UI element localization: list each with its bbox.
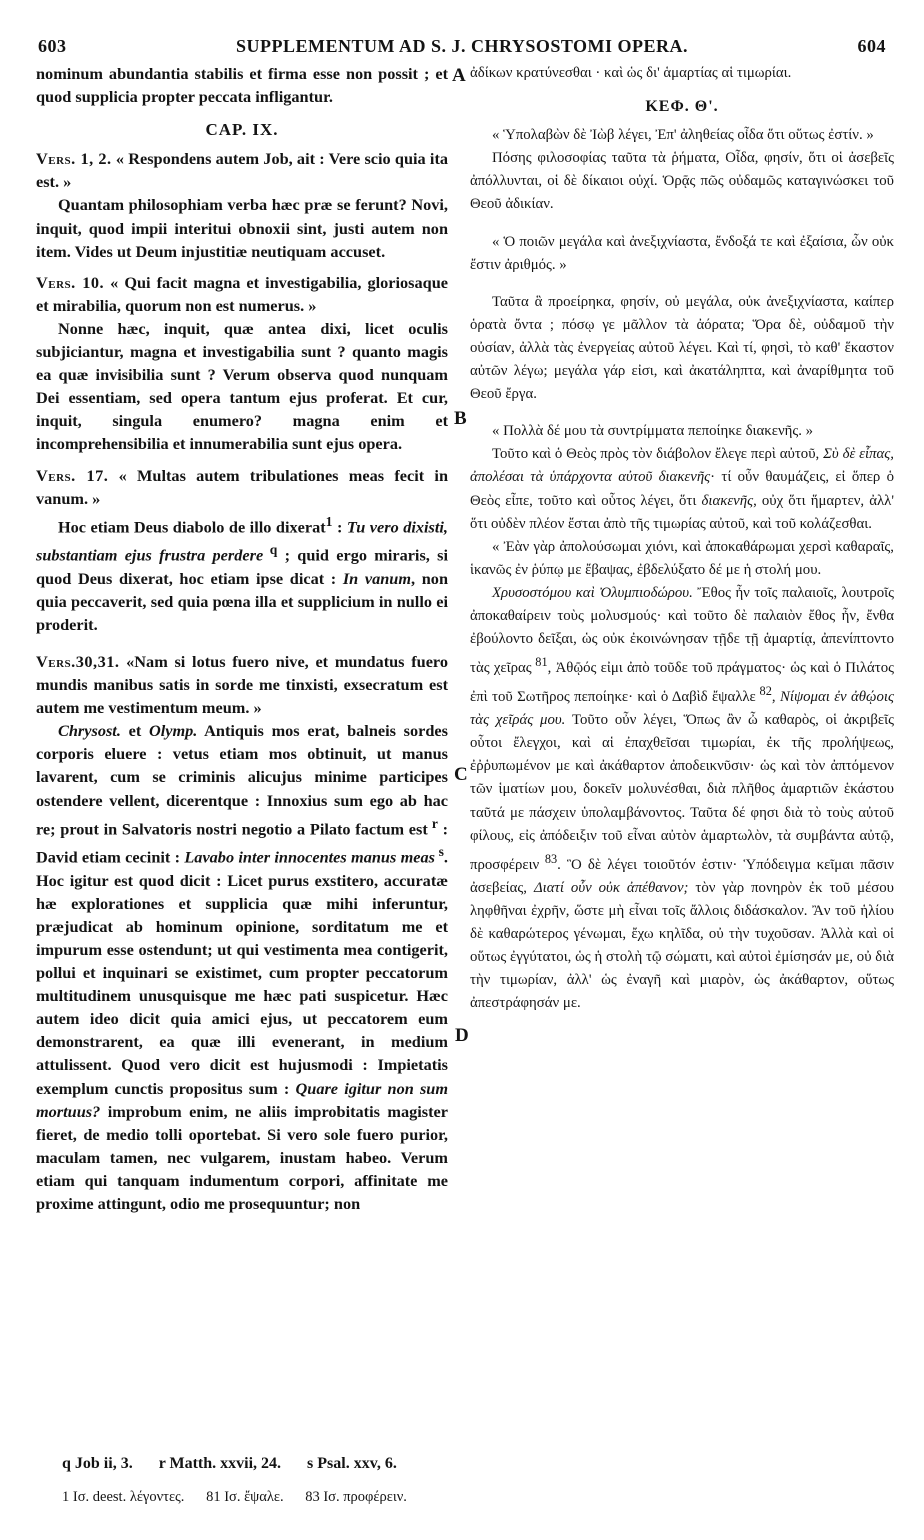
greek-verse-17: « Πολλὰ δέ μου τὰ συντρίμματα πεποίηκε διακενῆς. » [492,423,814,440]
latin-c30-c: . Hoc igitur est quod dicit : Licet purus exstitero, accuratæ hæ explorationes et supplicia quæ mihi inferuntur, præjudicat ab hominum opinione, sorditatum me et impurum esse ostendunt; ut qui vestimenta mea contigerit, pollui et inquinari se existimet, cum propter peccatorum multitudinem unusquisque me hæc pati suspicetur. Hæc autem ideo dicit quia amici ejus, ut peccatorem eum demonstrarent, ea quæ illi evenerant, in medium attulissent. Quod vero dicit est hujusmodi : Impietatis exemplum cunctis propositus sum : [36,847,448,1098]
greek-commentary-30 [470,582,894,1015]
footnote-s: s Psal. xxv, 6. [307,1455,397,1472]
greek-column [470,62,894,1015]
greek-c17-quote2: διακενῆς [701,492,754,509]
greek-c30-e: . Ὃ δὲ λέγει τοιοῦτόν ἐστιν· Ὑπόδειγμα κεῖμαι πᾶσιν ἀσεβείας, [470,856,894,896]
footnote-81: 81 Ισ. ἔψαλε. [206,1489,284,1505]
margin-letter-b: B [454,408,467,429]
footnote-83: 83 Ισ. προφέρειν. [305,1489,407,1505]
latin-c17-quote: Tu vero dixisti, substantiam ejus frustra perdere [36,517,448,565]
latin-verse-30-text: «Nam si lotus fuero nive, et mundatus fuero mundis manibus satis in sorde me tinxisti, exsecratum est autem me vestimentum meum. » [36,652,448,718]
greek-verse-30: « Ἐὰν γὰρ ἀπολούσωμαι χιόνι, καὶ ἀποκαθάρωμαι χερσὶ καθαραῖς, ἱκανῶς ἐν ῥύπῳ με ἔβαψας, ἐβδελύξατο δέ με ἡ στολή μου. [470,538,894,578]
latin-verse-10 [36,271,448,317]
latin-c17-b: : [332,517,347,537]
greek-opening: ἀδίκων κρατύνεσθαι · καὶ ὡς δι' ἁμαρτίας αἱ τιμωρίαι. [470,65,792,81]
footnote-r: r Matth. xxvii, 24. [158,1455,282,1472]
greek-c30-quote1: Νίψομαι ἐν ἀθῴοις τὰς χεῖράς μου. [470,689,895,729]
latin-verse-1 [36,147,448,193]
latin-verse-1-text: « Respondens autem Job, ait : Vere scio quia ita est. » [36,149,449,192]
latin-column [36,62,448,1215]
latin-c17-ref1: 1 [325,513,333,529]
latin-verse-1-label: Vers. 1, 2. [36,149,112,169]
latin-footnotes [62,1455,419,1473]
latin-c30-et: et [120,721,149,741]
greek-commentary-17 [470,443,894,535]
footnote-1: 1 Ισ. deest. λέγοντες. [62,1489,185,1505]
greek-commentary-1: Πόσης φιλοσοφίας ταῦτα τὰ ῥήματα, Οἶδα, φησίν, ὅτι οἱ ἀσεβεῖς ἀπόλλυνται, οἱ δὲ δίκαιοι οὐχί. Ὁρᾷς πῶς οὐδαμῶς καταγινώσκει τοῦ Θεοῦ ἀδικίαν. [470,150,894,213]
latin-c30-quote2: Quare igitur non sum mortuus? [36,1078,449,1121]
greek-verse-1: « Ὑπολαβὼν δὲ Ἰὼβ λέγει, Ἐπ' ἀληθείας οἶδα ὅτι οὕτως ἐστίν. » [492,127,874,144]
latin-verse-17 [36,464,448,510]
greek-c17-quote: Σὺ δὲ εἶπας, ἀπολέσαι τὰ ὑπάρχοντα αὐτοῦ διακενῆς [470,446,894,486]
margin-letter-a: A [452,65,466,86]
greek-verse-10: « Ὁ ποιῶν μεγάλα καὶ ἀνεξιχνίαστα, ἔνδοξά τε καὶ ἐξαίσια, ὧν οὐκ ἔστιν ἀριθμός. » [470,233,894,273]
latin-c30-ref2: s [434,844,444,860]
greek-c30-f: τὸν γὰρ πονηρὸν ἐκ τοῦ μέσου ληφθῆναι ἐχρῆν, ὥστε μὴ εἶναι τοῖς ἄλλοις διδάσκαλον. Ἂν τοῦ ἡλίου δὲ καθαρώτερος γένωμαι, ἔχω κηλῖδα, οὐ τὴν τυχοῦσαν. Ἀλλὰ καὶ οἱ οὕτως ἐγγύτατοι, ὡς ἡ στολὴ τῷ σώματι, καὶ αὐτοὶ ἐμίσησάν με, οὐ διὰ τὴν τιμωρίαν, ἀλλ' ὡς ἐναγῆ καὶ μιαρὸν, ὡς ἀκάθαρτον, οὕτως ἀπεστράφησάν με. [470,879,894,1012]
latin-verse-10-text: « Qui facit magna et investigabilia, gloriosaque et mirabilia, quorum non est numerus. » [36,272,448,315]
greek-commentary-10: Ταῦτα ἃ προείρηκα, φησίν, οὐ μεγάλα, οὐκ ἀνεξιχνίαστα, καίπερ ὁρατὰ ὄντα ; πόσῳ γε μᾶλλον τὰ ἀόρατα; Ὅρα δὲ, οὐδαμοῦ τὴν οὐσίαν, ἀλλὰ τὰς ἐνεργείας αὐτοῦ λέγει. Καὶ τί, φησὶ, τὸ καθ' ἕκαστον αὐτῶν λέγω; μεγάλα γάρ εἰσι, καὶ ἀκατάληπτα, καὶ ἀναρίθμητα τοῦ Θεοῦ ἔργα. [470,293,894,403]
latin-c30-author1: Chrysost. [58,721,121,741]
latin-c30-ref1: r [427,815,438,831]
latin-verse-30 [36,650,448,719]
greek-footnotes [62,1489,425,1506]
latin-commentary-30 [36,719,448,1215]
greek-c30-a: Ἔθος ἦν τοῖς παλαιοῖς, λουτροῖς ἀποκαθαίρειν τοὺς μολυσμούς· καὶ τοῦτο δὲ παλαιὸν ἔθος ἦν, ἔνθα ἐβούλοντο δεῖξαι, ὡς οὐκ ἐκοινώνησαν τῇδε τῇ ἁμαρτίᾳ, ἀπενίπτοντο τὰς χεῖρας [470,584,894,677]
running-head [38,36,886,58]
page-number-left: 603 [38,36,67,56]
latin-c17-quote2: In vanum [342,568,412,588]
latin-chapter-heading: CAP. IX. [205,120,279,140]
latin-c30-d: improbum enim, ne aliis improbitatis magister fieret, de medio tolli oportebat. Si vero sole fuero purior, maculam tamen, nec vulgarem, inustam habeo. Verum etiam qui tanquam indumentum corpori, affinitate me proxime attingunt, odio me prosequuntur; non [36,1101,448,1213]
latin-c17-ref2: q [263,542,278,558]
greek-c17-c: , οὐχ ὅτι ἥμαρτεν, ἀλλ' ὅτι οὐδὲν πλέον ἔσται ἀπὸ τῆς τιμωρίας αὐτοῦ, καὶ τοῦ κολάζεσθαι. [470,492,894,532]
latin-c30-a: Antiquis mos erat, balneis sordes corporis eluere : vetus etiam mos obtinuit, ut manus lavarent, cum se criminis alicujus minime participes ostendere vellent, dicerentque : Innoxius sum ego ab hac re; prout in Salvatoris nostri negotio a Pilato factum est [36,721,448,839]
latin-c17-d: , non quia peccaverit, sed quia pœna illa et supplicium in nullo ei proderit. [36,568,448,634]
latin-verse-17-label: Vers. 17. [36,465,109,485]
page-number-right: 604 [857,36,886,56]
latin-c30-quote1: Lavabo inter innocentes manus meas [184,847,435,867]
greek-c30-ref1: 81 [531,655,548,670]
latin-verse-10-label: Vers. 10. [36,272,105,292]
latin-c17-a: Hoc etiam Deus diabolo de illo dixerat [58,517,326,537]
greek-c30-authors: Χρυσοστόμου καὶ Ὀλυμπιοδώρου. [492,584,693,601]
greek-c30-ref2: 82 [755,684,772,699]
greek-chapter-heading: ΚΕΦ. Θ'. [645,98,719,116]
latin-commentary-10: Nonne hæc, inquit, quæ antea dixi, licet oculis subjiciantur, magna et investigabilia sunt ? quanto magis ea quæ invisibilia sunt ? Verum observa quod nunquam Dei essentiam, sed opera tantum ejus proferat. Et cur, inquit, singula enumero? magna enim et incomprehensibilia et innumerabilia sunt ejus opera. [36,318,448,454]
latin-opening: nominum abundantia stabilis et firma esse non possit ; et quod supplicia propter peccata infligantur. [36,64,448,107]
greek-c17-b: · τί οὖν θαυμάζεις, εἰ ὅπερ ὁ Θεὸς εἶπε, τοῦτο καὶ οὗτος λέγει, ὅτι [470,469,894,509]
running-title: SUPPLEMENTUM AD S. J. CHRYSOSTOMI OPERA. [235,36,689,56]
footnote-q: q Job ii, 3. [62,1455,133,1472]
greek-c17-a: Τοῦτο καὶ ὁ Θεὸς πρὸς τὸν διάβολον ἔλεγε περὶ αὐτοῦ, [492,446,824,463]
latin-c30-author2: Olymp. [148,721,198,741]
latin-commentary-1: Quantam philosophiam verba hæc præ se ferunt? Novi, inquit, quod impii interitui obnoxii sint, justi autem non item. Vides ut Deum injustitiæ neutiquam accuset. [36,195,448,261]
greek-c30-b: , Ἀθῷός εἰμι ἀπὸ τοῦδε τοῦ πράγματος· ὡς καὶ ὁ Πιλάτος ἐπὶ τοῦ Σωτῆρος πεποίηκε· καὶ ὁ Δαβὶδ ἔψαλλε [470,660,894,706]
latin-c30-b: : David etiam cecinit : [36,819,448,867]
latin-verse-30-label: Vers.30,31. [36,652,120,671]
margin-letter-c: C [454,764,468,785]
greek-c30-ref3: 83 [539,851,558,866]
greek-c30-d: Τοῦτο οὖν λέγει, Ὅπως ἂν ὦ καθαρὸς, οἱ ἀκριβεῖς οὗτοι ἔλεγχοι, καὶ αἱ ἐπαχθεῖσαι τιμωρίαι, ἐκ τῆς προλήψεως, ἐῤῥυπωμένον με καὶ ἀκάθαρτον ἀποδεικνῦσιν· ὡς καὶ τὸν ἀπτόμενον τῶν ἱματίων μου, δοκεῖν μολυνέσθαι, διὰ πλῆθος ἁμαρτιῶν ἑκάστου ταῦτά με πάσχειν ὑπολαμβάνοντος. Ταῦτα δέ φησι διὰ τὸ τοὺς αὐτοῦ φίλους, εἰς ἀπόδειξιν τοῦ εἶναι αὐτὸν ἁμαρτωλὸν, τὰ συμβάντα αὐτῷ, προσφέρειν [470,712,894,873]
latin-commentary-17 [36,510,448,636]
greek-c30-quote2: Διατί οὖν οὐκ ἀπέθανον; [533,879,689,896]
latin-c17-c: ; quid ergo miraris, si quod Deus dixerat, hoc etiam ipse dicat : [36,545,448,588]
margin-letter-d: D [455,1025,469,1046]
greek-c30-c: , [771,689,780,706]
latin-verse-17-text: « Multas autem tribulationes meas fecit in vanum. » [36,465,448,508]
